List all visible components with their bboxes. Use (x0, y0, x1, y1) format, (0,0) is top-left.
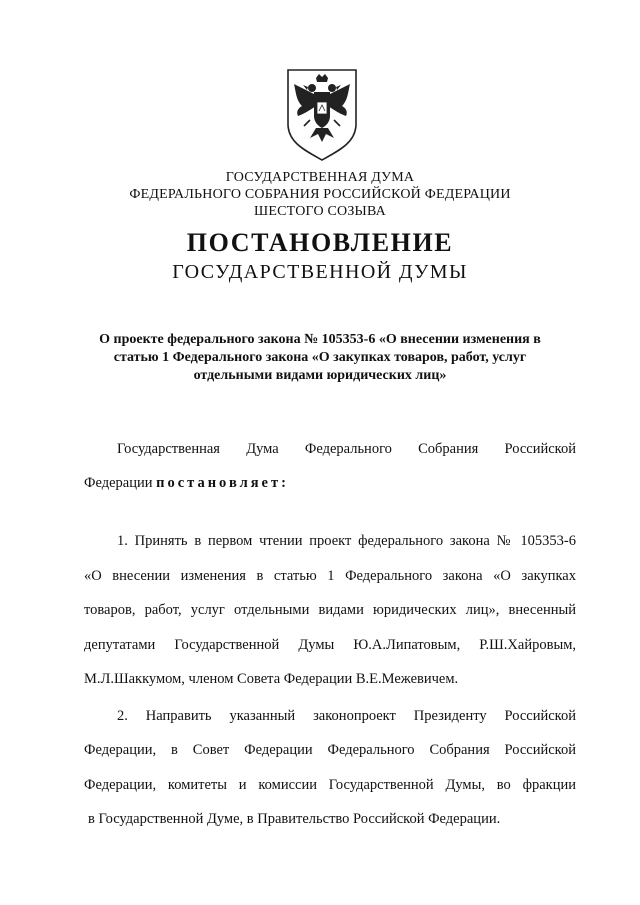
issuer-name: ГОСУДАРСТВЕННАЯ ДУМА (225, 170, 415, 185)
convocation: ШЕСТОГО СОЗЫВА (254, 204, 386, 219)
document-type-subtitle: ГОСУДАРСТВЕННОЙ ДУМЫ (172, 261, 468, 283)
item-line: Федерации, комитеты и комиссии Государственной Думы, во фракции (84, 777, 576, 793)
item-line: 2. Направить указанный законопроект Президенту Российской (117, 708, 576, 724)
item-line: «О внесении изменения в статью 1 Федерального закона «О закупках (84, 568, 576, 584)
resolution-verb: постановляет: (156, 475, 289, 491)
item-line: в Государственной Думе, в Правительство Российской Федерации. (88, 811, 501, 827)
state-emblem-icon (282, 66, 362, 162)
subject-line: отдельными видами юридических лиц» (193, 368, 447, 383)
item-line: 1. Принять в первом чтении проект федерального закона № 105353-6 (117, 533, 576, 549)
preamble-text: Федерации (84, 475, 157, 491)
issuer-parent: ФЕДЕРАЛЬНОГО СОБРАНИЯ РОССИЙСКОЙ ФЕДЕРАЦИИ (129, 187, 511, 202)
item-line: депутатами Государственной Думы Ю.А.Липатовым, Р.Ш.Хайровым, (84, 637, 576, 653)
item-line: товаров, работ, услуг отдельными видами юридических лиц», внесенный (84, 602, 576, 618)
preamble-resolution-line (84, 475, 576, 492)
preamble-line: Государственная Дума Федерального Собрания Российской (117, 441, 576, 457)
subject-line: О проекте федерального закона № 105353-6 «О внесении изменения в (99, 332, 541, 347)
item-line: М.Л.Шаккумом, членом Совета Федерации В.Е.Межевичем. (84, 671, 459, 687)
item-line: Федерации, в Совет Федерации Федерального Собрания Российской (84, 742, 576, 758)
subject-line: статью 1 Федерального закона «О закупках товаров, работ, услуг (113, 350, 527, 365)
document-type-title: ПОСТАНОВЛЕНИЕ (186, 228, 454, 257)
